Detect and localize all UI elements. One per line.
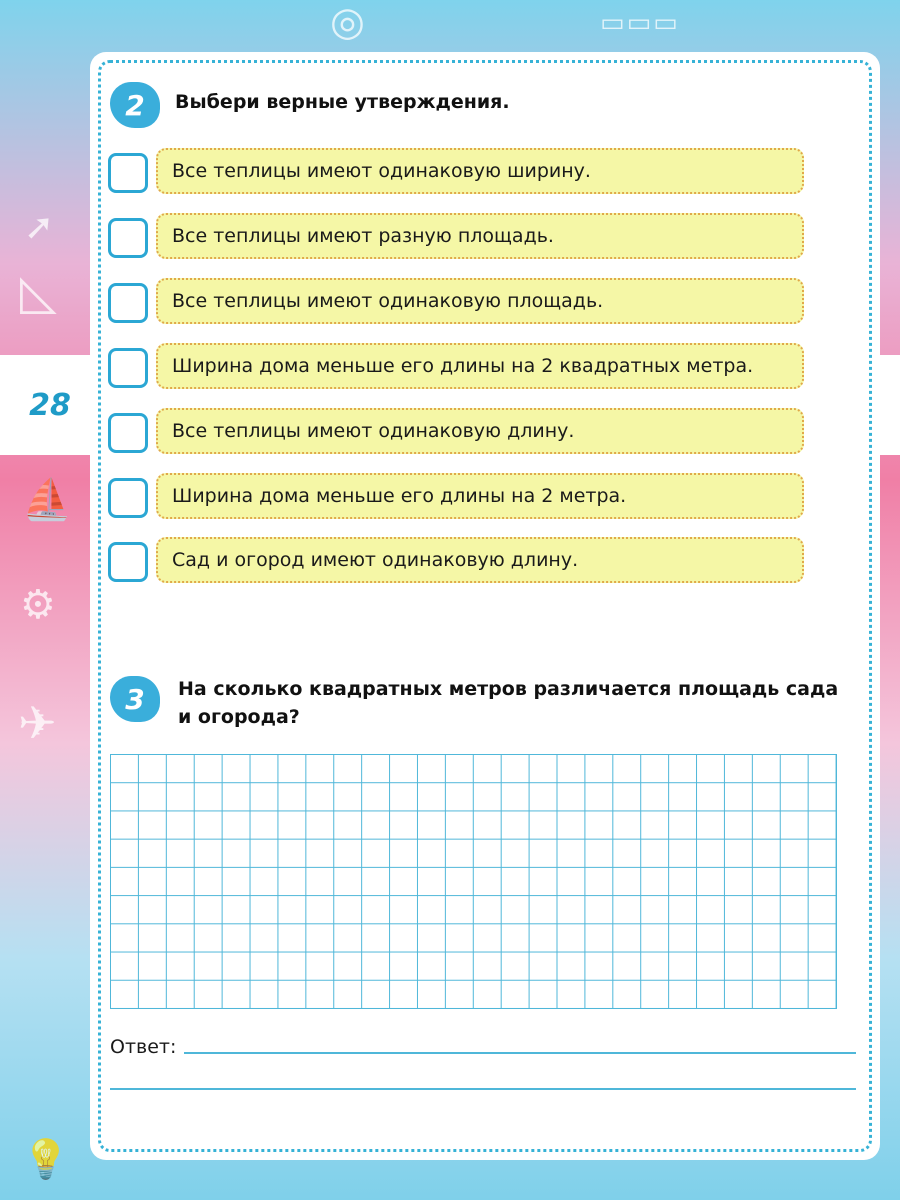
answer-label: Ответ:: [110, 1036, 177, 1058]
statement-text: Все теплицы имеют одинаковую ширину.: [156, 148, 804, 194]
statement-text: Ширина дома меньше его длины на 2 квадратных метра.: [156, 343, 804, 389]
statement-checkbox[interactable]: [108, 283, 148, 323]
statement-row: [108, 408, 808, 458]
statement-row: [108, 473, 808, 523]
gear-icon: ⚙: [20, 582, 56, 628]
statement-checkbox[interactable]: [108, 153, 148, 193]
answer-grid[interactable]: [110, 754, 837, 1009]
statement-text: Сад и огород имеют одинаковую длину.: [156, 537, 804, 583]
statement-checkbox[interactable]: [108, 218, 148, 258]
right-edge-tab: [880, 355, 900, 455]
arrow-icon: ➚: [24, 207, 55, 248]
statement-row: [108, 213, 808, 263]
task-2-title: Выбери верные утверждения.: [175, 91, 510, 113]
paper-plane-icon: ✈: [18, 696, 57, 750]
statement-text: Все теплицы имеют одинаковую площадь.: [156, 278, 804, 324]
task-3-title-line-1: На сколько квадратных метров различается площадь сада: [178, 678, 839, 700]
page-number-tab: [0, 355, 100, 455]
sailboat-icon: ⛵: [22, 477, 72, 523]
triangle-ruler-icon: ◺: [20, 264, 57, 320]
statement-checkbox[interactable]: [108, 413, 148, 453]
statement-text: Все теплицы имеют разную площадь.: [156, 213, 804, 259]
globe-icon: ◎: [330, 0, 365, 45]
ruler-icon: ▭▭▭: [600, 8, 680, 38]
statement-row: [108, 148, 808, 198]
page-number: 28: [29, 387, 71, 423]
statement-checkbox[interactable]: [108, 478, 148, 518]
lightbulb-icon: 💡: [22, 1137, 70, 1181]
statement-text: Все теплицы имеют одинаковую длину.: [156, 408, 804, 454]
answer-line[interactable]: [184, 1052, 856, 1054]
statement-checkbox[interactable]: [108, 348, 148, 388]
task-3-title-line-2: и огорода?: [178, 706, 300, 728]
answer-line-second[interactable]: [110, 1088, 856, 1090]
statement-row: [108, 343, 808, 393]
statement-row: [108, 278, 808, 328]
statement-row: [108, 537, 808, 587]
statement-text: Ширина дома меньше его длины на 2 метра.: [156, 473, 804, 519]
task-2-badge: 2: [110, 82, 160, 128]
task-3-badge: 3: [110, 676, 160, 722]
statement-checkbox[interactable]: [108, 542, 148, 582]
